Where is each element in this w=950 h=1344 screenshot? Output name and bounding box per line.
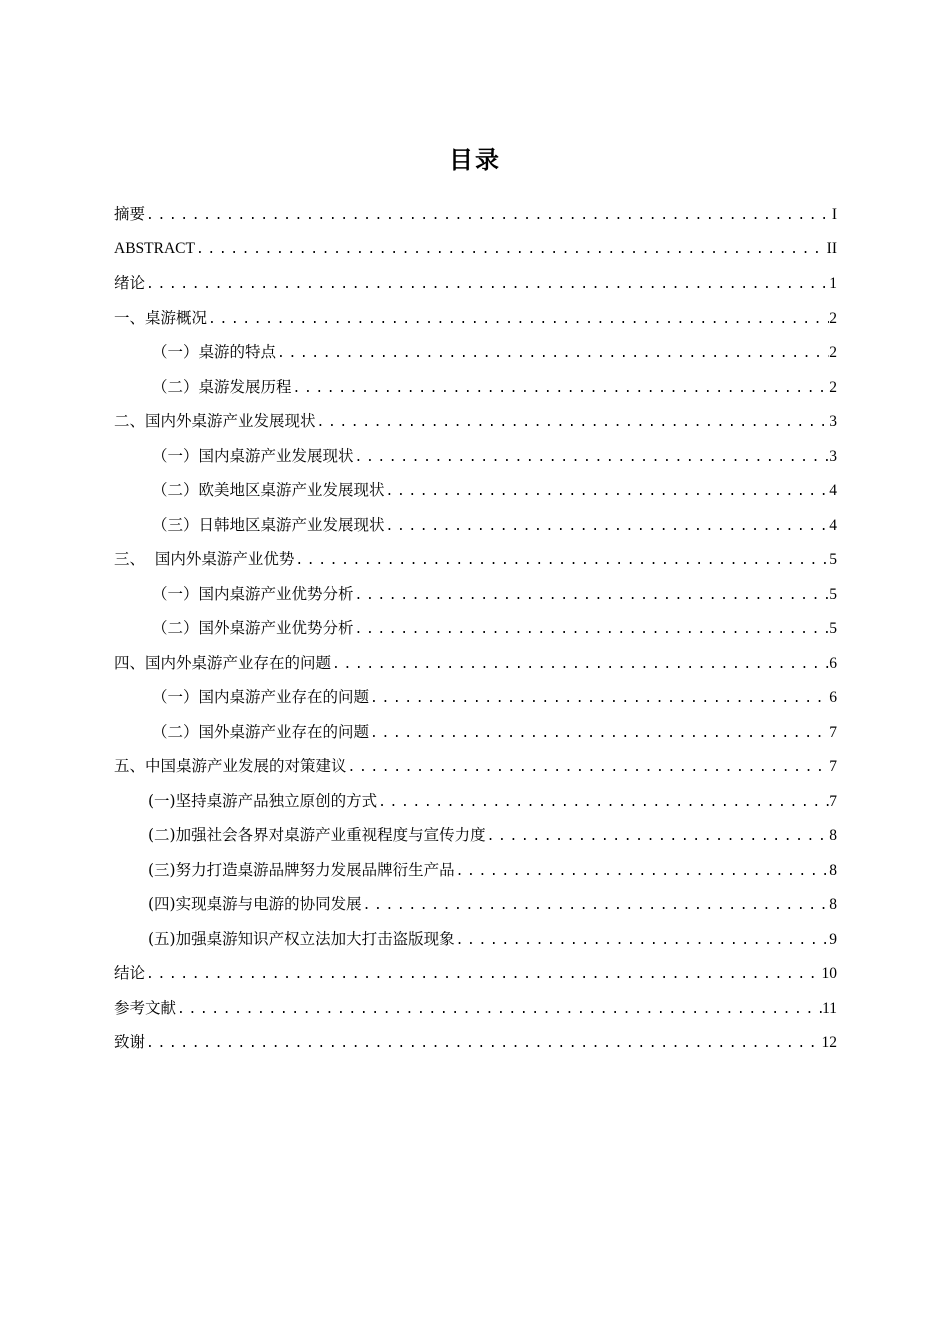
toc-entry-page: 2 <box>829 344 837 361</box>
toc-entry[interactable] <box>114 232 837 267</box>
toc-dot-leader <box>385 475 830 508</box>
toc-entry[interactable] <box>114 991 837 1026</box>
toc-dot-leader <box>207 303 829 336</box>
toc-entry[interactable] <box>114 784 837 819</box>
toc-dot-leader <box>145 268 829 301</box>
toc-dot-leader <box>455 924 830 957</box>
toc-dot-leader <box>145 958 821 991</box>
toc-entry-page: 2 <box>829 309 837 327</box>
toc-entry-label: （二）桌游发展历程 <box>152 377 292 396</box>
toc-entry-page: 5 <box>829 620 837 637</box>
toc-entry-label: ABSTRACT <box>114 239 195 257</box>
toc-dot-leader <box>316 406 830 439</box>
toc-entry[interactable] <box>114 646 837 681</box>
toc-entry[interactable] <box>114 749 837 784</box>
toc-entry-page: 8 <box>829 861 837 879</box>
toc-dot-leader <box>347 751 830 784</box>
toc-dot-leader <box>486 820 830 853</box>
toc-dot-leader <box>292 372 830 405</box>
toc-entry-page: 3 <box>829 413 837 430</box>
toc-entry-page: 3 <box>829 447 837 465</box>
toc-entry-page: 2 <box>829 378 837 396</box>
toc-entry-label: (一)坚持桌游产品独立原创的方式 <box>148 791 378 810</box>
toc-entry-page: 4 <box>829 516 837 534</box>
toc-entry[interactable] <box>114 715 837 750</box>
toc-dot-leader <box>354 441 830 474</box>
toc-entry[interactable] <box>114 370 837 405</box>
toc-entry[interactable] <box>114 680 837 715</box>
toc-entry-label: 参考文献 <box>114 998 177 1017</box>
toc-entry[interactable] <box>114 818 837 853</box>
toc-entry[interactable] <box>114 266 837 301</box>
toc-entry[interactable] <box>114 1025 837 1060</box>
toc-entry-label: （三）日韩地区桌游产业发展现状 <box>152 515 385 534</box>
toc-entry-page: 7 <box>829 723 837 741</box>
toc-entry-page: 8 <box>829 827 837 844</box>
toc-entry[interactable] <box>114 508 837 543</box>
toc-dot-leader <box>362 889 830 922</box>
toc-entry-label: 五、中国桌游产业发展的对策建议 <box>114 757 347 775</box>
toc-entry-label: 一、桌游概况 <box>114 308 208 327</box>
toc-entry-label: 二、国内外桌游产业发展现状 <box>114 412 316 430</box>
toc-entry-page: 1 <box>829 275 837 292</box>
table-of-contents <box>114 197 837 1060</box>
toc-entry-label: （二）欧美地区桌游产业发展现状 <box>152 481 385 499</box>
toc-entry-page: 11 <box>822 999 837 1017</box>
toc-dot-leader <box>145 1027 821 1060</box>
toc-entry[interactable] <box>114 853 837 888</box>
toc-entry[interactable] <box>114 956 837 991</box>
toc-entry-label: 四、国内外桌游产业存在的问题 <box>114 653 332 672</box>
toc-entry[interactable] <box>114 404 837 439</box>
toc-entry-page: 9 <box>829 930 837 948</box>
toc-entry-label: (四)实现桌游与电游的协同发展 <box>148 895 362 913</box>
toc-dot-leader <box>385 510 830 543</box>
toc-entry-label: 摘要 <box>114 205 146 223</box>
toc-entry-page: 12 <box>821 1034 837 1051</box>
toc-dot-leader <box>377 786 829 819</box>
toc-entry-page: 4 <box>829 482 837 499</box>
page-title: 目录 <box>449 146 501 174</box>
toc-entry-label: （二）国外桌游产业存在的问题 <box>152 722 370 741</box>
toc-entry[interactable] <box>114 473 837 508</box>
toc-dot-leader <box>354 579 830 612</box>
toc-dot-leader <box>455 855 830 888</box>
toc-dot-leader <box>176 993 822 1026</box>
toc-entry[interactable] <box>114 439 837 474</box>
toc-entry[interactable] <box>114 611 837 646</box>
toc-entry-page: 5 <box>829 585 837 603</box>
toc-entry-label: （一）国内桌游产业存在的问题 <box>152 688 370 706</box>
toc-entry[interactable] <box>114 887 837 922</box>
toc-entry-page: I <box>831 206 837 223</box>
toc-dot-leader <box>369 682 829 715</box>
toc-entry-label: （一）桌游的特点 <box>152 343 277 361</box>
toc-entry[interactable] <box>114 577 837 612</box>
toc-entry-page: 6 <box>829 689 837 706</box>
toc-entry-label: (五)加强桌游知识产权立法加大打击盗版现象 <box>148 929 455 948</box>
toc-entry-label: （一）国内桌游产业优势分析 <box>152 584 354 603</box>
toc-entry-page: 6 <box>829 654 837 672</box>
toc-entry[interactable] <box>114 542 837 577</box>
toc-entry-label: （二）国外桌游产业优势分析 <box>152 619 354 637</box>
toc-entry-page: 7 <box>829 758 837 775</box>
toc-entry-page: 8 <box>829 896 837 913</box>
toc-dot-leader <box>354 613 830 646</box>
toc-entry-label: (二)加强社会各界对桌游产业重视程度与宣传力度 <box>148 826 486 844</box>
toc-entry-label: (三)努力打造桌游品牌努力发展品牌衍生产品 <box>148 860 455 879</box>
toc-entry[interactable] <box>114 197 837 232</box>
toc-entry-page: II <box>826 239 837 257</box>
toc-entry-label: （一）国内桌游产业发展现状 <box>152 446 354 465</box>
toc-dot-leader <box>195 233 827 267</box>
toc-dot-leader <box>369 717 829 750</box>
toc-entry[interactable] <box>114 301 837 336</box>
toc-entry-page: 10 <box>821 965 837 982</box>
toc-entry[interactable] <box>114 922 837 957</box>
toc-entry-label: 三、 国内外桌游产业优势 <box>114 550 295 568</box>
toc-entry-page: 7 <box>829 792 837 810</box>
toc-entry-label: 结论 <box>114 964 146 982</box>
toc-dot-leader <box>294 544 829 577</box>
toc-dot-leader <box>331 648 829 681</box>
toc-dot-leader <box>145 199 832 232</box>
toc-dot-leader <box>276 337 829 370</box>
toc-entry[interactable] <box>114 335 837 370</box>
toc-entry-page: 5 <box>829 551 837 568</box>
toc-entry-label: 绪论 <box>114 274 146 292</box>
toc-entry-label: 致谢 <box>114 1033 146 1051</box>
